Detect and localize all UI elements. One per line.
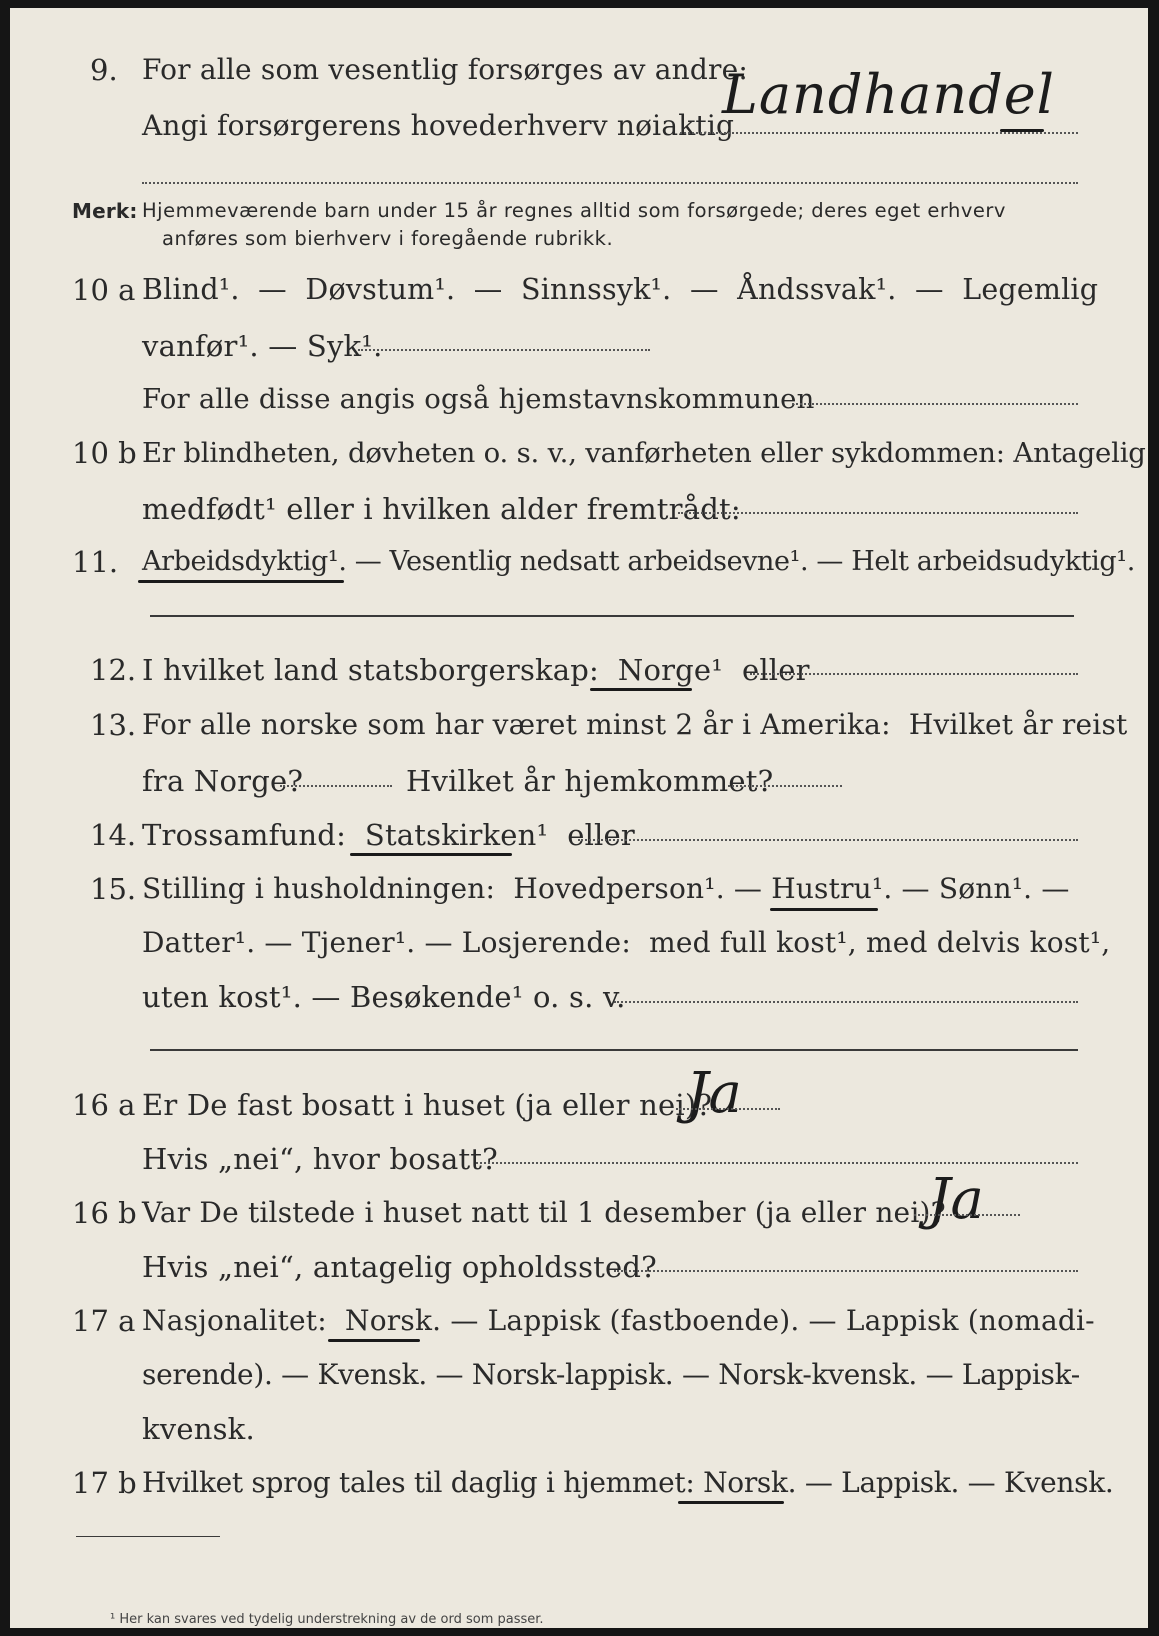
q16b-answer-handwritten: Ja <box>928 1167 984 1232</box>
q14-line1: Trossamfund: Statskirken¹ eller <box>142 818 635 852</box>
q15-separator <box>150 1049 1078 1051</box>
q11-underline-arbeidsdyktig <box>138 580 344 583</box>
q10a-line2: vanfør¹. — Syk¹. <box>142 329 383 363</box>
q12-line1: I hvilket land statsborgerskap: Norge¹ eller <box>142 653 810 687</box>
q10b-number: 10 b <box>72 436 137 470</box>
q10a-syk-line <box>358 349 650 351</box>
q15-underline-hustru <box>770 908 878 911</box>
q12-underline-norge <box>590 688 692 691</box>
q10b-line1: Er blindheten, døvheten o. s. v., vanførheten eller sykdommen: Antagelig <box>142 437 1146 469</box>
q9-second-line <box>142 182 1078 184</box>
q12-answer-line <box>750 673 1078 675</box>
q13-line2b: Hvilket år hjemkommet? <box>406 764 774 798</box>
q11-number: 11. <box>72 545 119 579</box>
q17a-line2: serende). — Kvensk. — Norsk-lappisk. — Norsk-kvensk. — Lappisk- <box>142 1358 1080 1391</box>
q13-line2a: fra Norge? <box>142 764 304 798</box>
q17a-line3: kvensk. <box>142 1412 255 1446</box>
q14-number: 14. <box>90 818 137 852</box>
footnote-text: ¹ Her kan svares ved tydelig understrekning av de ord som passer. <box>110 1612 544 1627</box>
q15-line2: Datter¹. — Tjener¹. — Losjerende: med full kost¹, med delvis kost¹, <box>142 926 1111 959</box>
q16b-number: 16 b <box>72 1196 137 1230</box>
q15-line1: Stilling i husholdningen: Hovedperson¹. — Hustru¹. — Sønn¹. — <box>142 872 1070 905</box>
q9-answer-line <box>680 132 1078 134</box>
merk-line2: anføres som bierhverv i foregående rubrikk. <box>162 227 614 250</box>
q12-number: 12. <box>90 653 137 687</box>
q16b-line1: Var De tilstede i huset natt til 1 desember (ja eller nei)? <box>142 1196 946 1229</box>
form-page <box>10 8 1148 1628</box>
q9-answer-handwritten: Landhandel <box>722 63 1055 126</box>
q16b-answer-line <box>914 1214 1020 1216</box>
q14-underline-statskirken <box>350 853 512 856</box>
q15-answer-line <box>614 1001 1078 1003</box>
q16a-number: 16 a <box>72 1088 136 1122</box>
q13-hjemkommet-line <box>728 785 842 787</box>
q9-line2: Angi forsørgerens hovederhverv nøiaktig <box>142 109 735 142</box>
q17a-underline-norsk <box>328 1339 420 1342</box>
q10a-line3: For alle disse angis også hjemstavnskommunen <box>142 383 815 415</box>
q17b-underline-norsk <box>678 1501 784 1504</box>
q11-separator <box>150 615 1074 617</box>
q10b-line2: medfødt¹ eller i hvilken alder fremtrådt: <box>142 492 741 526</box>
q15-line3: uten kost¹. — Besøkende¹ o. s. v. <box>142 980 626 1014</box>
q9-number: 9. <box>90 53 118 87</box>
q10a-number: 10 a <box>72 273 136 307</box>
q10a-hjemstavn-line <box>792 403 1078 405</box>
q16a-bosatt-line <box>476 1162 1078 1164</box>
q13-number: 13. <box>90 708 137 742</box>
q13-reist-line <box>280 785 392 787</box>
q16a-answer-line <box>676 1108 780 1110</box>
q16b-opholdssted-line <box>614 1270 1078 1272</box>
merk-label: Merk: <box>72 199 138 223</box>
q10b-answer-line <box>678 512 1078 514</box>
q16a-line1: Er De fast bosatt i huset (ja eller nei)? <box>142 1088 713 1122</box>
q17b-line1: Hvilket sprog tales til daglig i hjemmet: Norsk. — Lappisk. — Kvensk. <box>142 1466 1114 1499</box>
q16a-answer-handwritten: Ja <box>686 1061 742 1126</box>
q11-line1: Arbeidsdyktig¹. — Vesentlig nedsatt arbeidsevne¹. — Helt arbeidsudyktig¹. <box>142 546 1135 577</box>
q17b-number: 17 b <box>72 1466 137 1500</box>
merk-line1: Hjemmeværende barn under 15 år regnes alltid som forsørgede; deres eget erhverv <box>142 199 1006 222</box>
q9-line1: For alle som vesentlig forsørges av andre: <box>142 53 748 86</box>
q16a-line2: Hvis „nei“, hvor bosatt? <box>142 1142 498 1176</box>
q17a-line1: Nasjonalitet: Norsk. — Lappisk (fastboende). — Lappisk (nomadi- <box>142 1304 1095 1337</box>
q9-answer-flourish <box>1000 129 1044 132</box>
q10a-line1: Blind¹. — Døvstum¹. — Sinnssyk¹. — Åndssvak¹. — Legemlig <box>142 273 1099 306</box>
q15-number: 15. <box>90 872 137 906</box>
footnote-rule <box>76 1536 220 1537</box>
q13-line1: For alle norske som har været minst 2 år i Amerika: Hvilket år reist <box>142 708 1128 741</box>
q14-answer-line <box>578 839 1078 841</box>
q16b-line2: Hvis „nei“, antagelig opholdssted? <box>142 1250 657 1284</box>
q17a-number: 17 a <box>72 1304 136 1338</box>
